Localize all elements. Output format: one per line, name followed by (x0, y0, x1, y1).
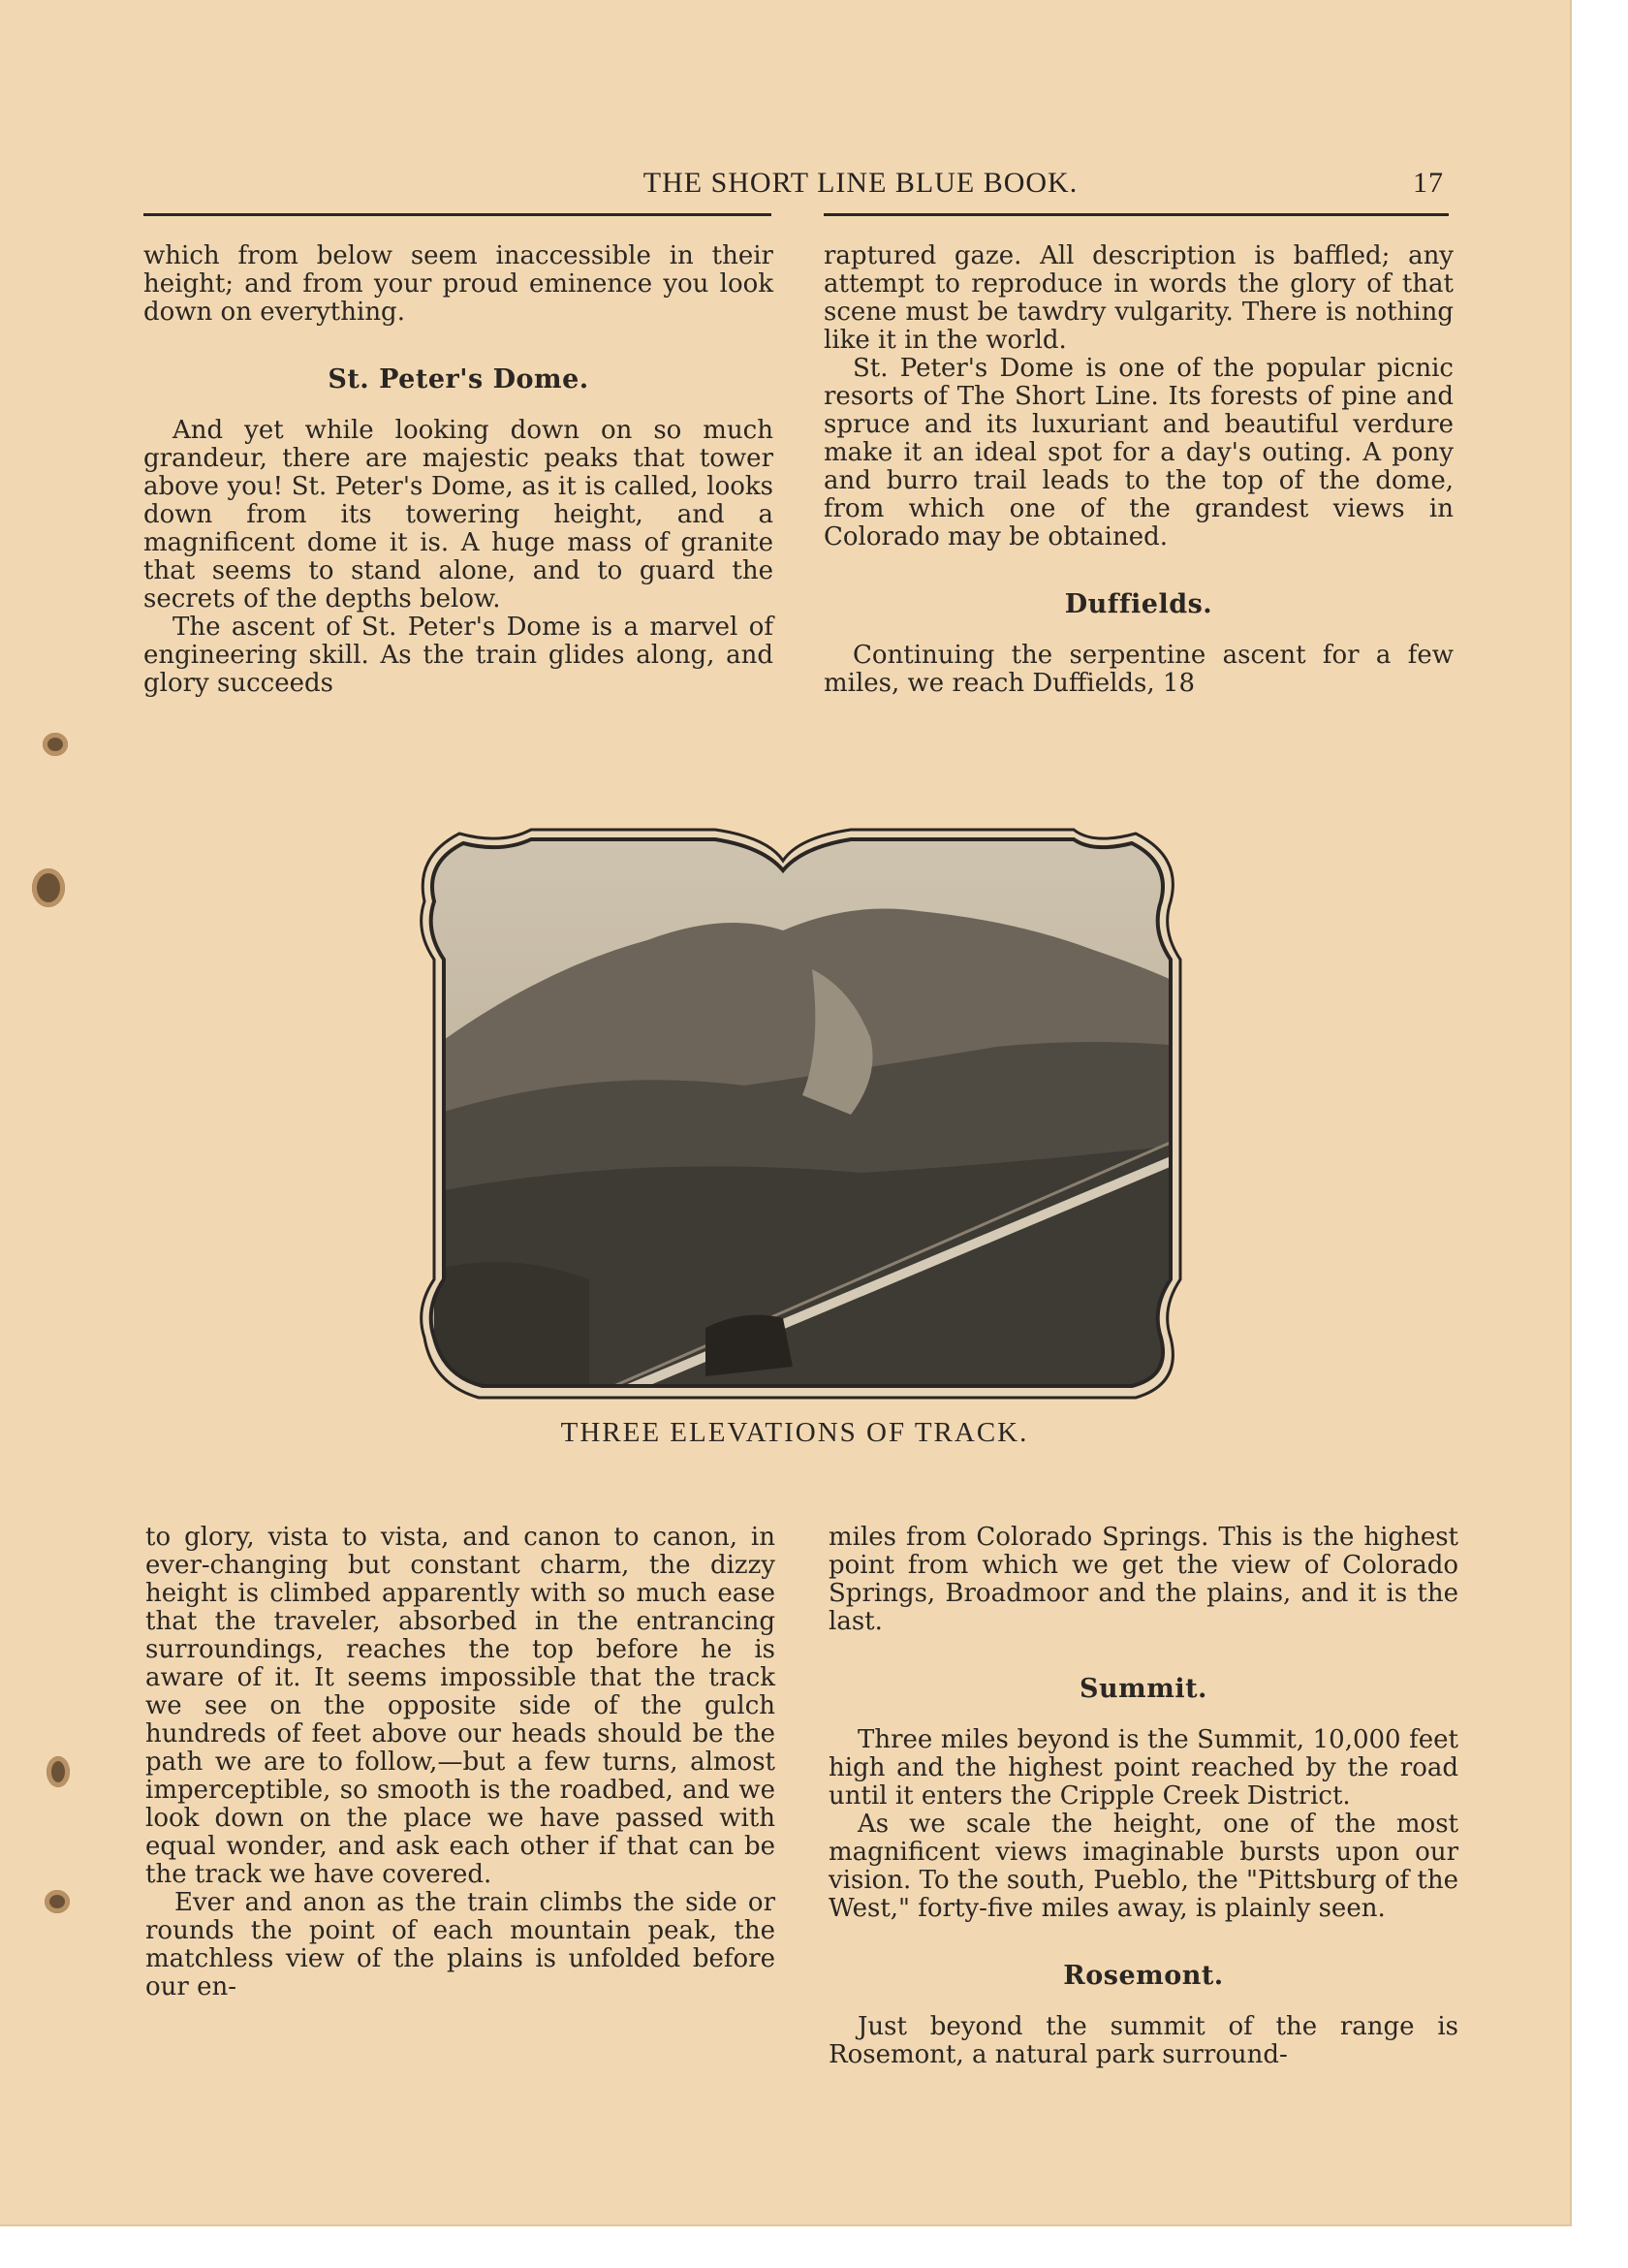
paragraph: which from below seem inaccessible in their height; and from your proud eminence you look down on everything. (143, 241, 773, 327)
header-rule (824, 213, 1449, 216)
page-number: 17 (1413, 167, 1444, 199)
figure-caption: THREE ELEVATIONS OF TRACK. (560, 1417, 1029, 1448)
column-bottom-right (829, 1524, 1458, 2069)
paragraph: The ascent of St. Peter's Dome is a marvel of engineering skill. As the train glides along, and glory succeeds (143, 613, 773, 698)
binding-hole (32, 868, 65, 907)
paragraph: Continuing the serpentine ascent for a few miles, we reach Duffields, 18 (824, 641, 1454, 698)
column-top-right (824, 242, 1454, 698)
paragraph: And yet while looking down on so much grandeur, there are majestic peaks that tower above you! St. Peter's Dome, as it is called, looks down from its towering height, and a magnificent dome it is. A huge mass of granite that seems to stand alone, and to guard the secrets of the depths below. (143, 416, 773, 614)
binding-hole (45, 1890, 70, 1913)
paragraph: raptured gaze. All description is baffled; any attempt to reproduce in words the glory of that scene must be tawdry vulgarity. There is nothing like it in the world. (824, 241, 1454, 355)
binding-hole (47, 1756, 70, 1787)
section-heading: St. Peter's Dome. (328, 364, 589, 394)
section-heading: Summit. (1080, 1674, 1207, 1704)
paragraph: miles from Colorado Springs. This is the highest point from which we get the view of Colorado Springs, Broadmoor and the plains, and it is the last. (829, 1523, 1458, 1636)
mountain-track-photograph (395, 824, 1202, 1405)
section-heading: Duffields. (1064, 589, 1213, 619)
running-title: THE SHORT LINE BLUE BOOK. (642, 167, 1079, 199)
paragraph: Ever and anon as the train climbs the side or rounds the point of each mountain peak, the matchless view of the plains is unfolded before our en- (145, 1888, 775, 2001)
paragraph: Three miles beyond is the Summit, 10,000 feet high and the highest point reached by the road until it enters the Cripple Creek District. (829, 1725, 1458, 1811)
running-header (143, 167, 1444, 200)
header-rule (143, 213, 771, 216)
paragraph: Just beyond the summit of the range is Rosemont, a natural park surround- (829, 2012, 1458, 2069)
photograph-frame (395, 824, 1202, 1405)
paragraph: to glory, vista to vista, and canon to canon, in ever-changing but constant charm, the dizzy height is climbed apparently with so much ease that the traveler, absorbed in the entrancing surroundings, reaches the top before he is aware of it. It seems impossible that the track we see on the opposite side of the gulch hundreds of feet above our heads should be the path we are to follow,—but a few turns, almost imperceptible, so smooth is the roadbed, and we look down on the place we have passed with equal wonder, and ask each other if that can be the track we have covered. (145, 1523, 775, 1889)
binding-hole (43, 733, 68, 756)
column-bottom-left (145, 1524, 775, 2001)
column-top-left (143, 242, 773, 698)
paragraph: St. Peter's Dome is one of the popular picnic resorts of The Short Line. Its forests of pine and spruce and its luxuriant and beautiful verdure make it an ideal spot for a day's outing. A pony and burro trail leads to the top of the dome, from which one of the grandest views in Colorado may be obtained. (824, 354, 1454, 551)
section-heading: Rosemont. (1063, 1961, 1224, 1991)
paragraph: As we scale the height, one of the most magnificent views imaginable bursts upon our vision. To the south, Pueblo, the "Pittsburg of the West," forty-five miles away, is plainly seen. (829, 1810, 1458, 1923)
